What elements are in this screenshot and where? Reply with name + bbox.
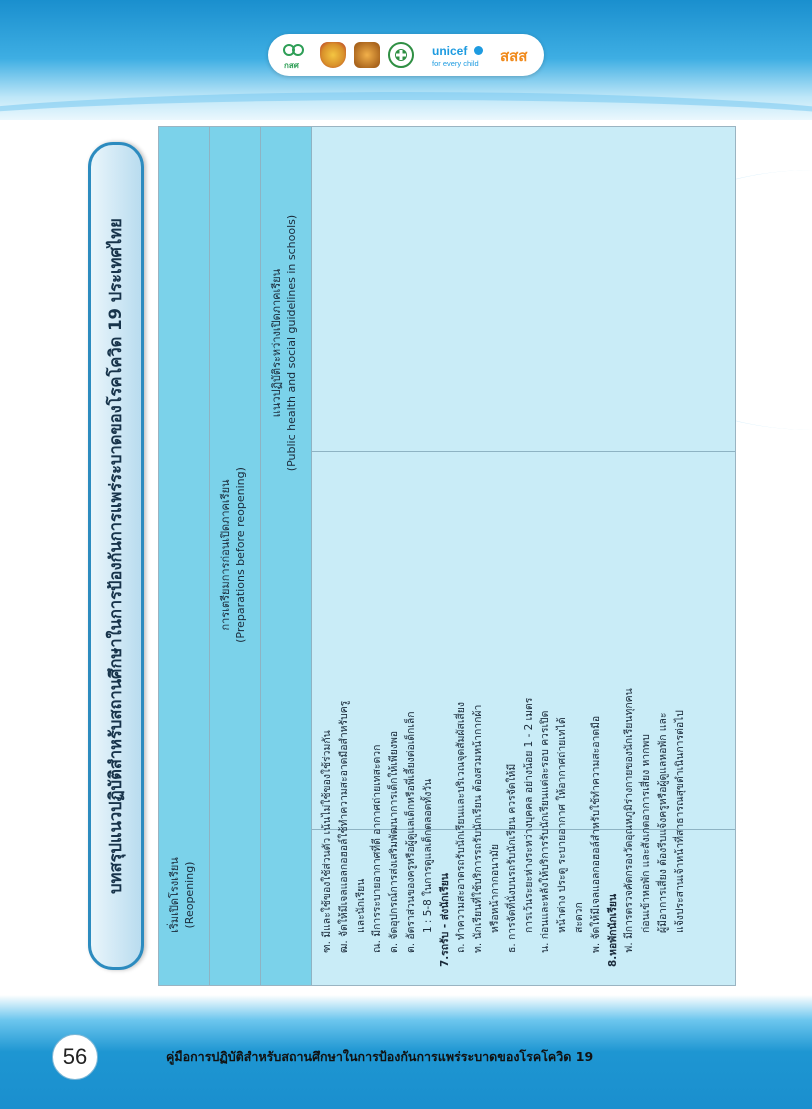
guideline-line: ท. นักเรียนที่ใช้บริการรถรับนักเรียน ต้องสวมหน้ากากผ้า [472,704,485,953]
thaihealth-logo [500,44,527,68]
footer-title: คู่มือการปฏิบัติสำหรับสถานศึกษาในการป้องกันการแพร่ระบาดของโรคโควิด 19 [166,1049,594,1064]
guideline-line: ด. จัดอุปกรณ์การส่งเสริมพัฒนาการเด็กให้เพียงพอ [388,730,401,953]
guideline-line: 1 : 5-8 ในการดูแลเด็กตลอดทั้งวัน [421,778,434,933]
guideline-line: ธ. การจัดที่นั่งบนรถรับนักเรียน ควรจัดให้มี [505,763,518,953]
title-banner-wrapper [88,142,144,970]
crest-logo [320,42,346,68]
guideline-line: พ. จัดให้มีเจลแอลกอฮอล์สำหรับใช้ทำความสะอาดมือ [589,715,602,953]
logo-bar [268,34,544,76]
guideline-line: ฟ. มีการตรวจคัดกรองวัดอุณหภูมิร่างกายของนักเรียนทุกคน [623,688,636,953]
guideline-line: สะดวก [572,902,585,933]
guideline-line: ณ. มีการระบายอากาศที่ดี อากาศถ่ายเทสะดวก [371,744,384,953]
section-heading: 8.หอพักนักเรียน [606,893,619,967]
guideline-line: ผู้มีอาการเสี่ยง ต้องรีบแจ้งครูหรือผู้ดูแลหอพัก และ [656,712,669,933]
unicef-logo-text: unicef [432,44,468,58]
column-header-th: เริ่มเปิดโรงเรียน [168,857,181,933]
tsh-logo [280,42,310,68]
section-heading: 7.รถรับ - ส่งนักเรียน [438,873,451,967]
guideline-line: และนักเรียน [354,878,367,933]
column-header-guidelines-label [269,127,299,985]
guideline-table [158,126,736,986]
guideline-line: แจ้งประสานเจ้าหน้าที่สาธารณสุขดำเนินการต่อไป [673,710,686,933]
guideline-line: ก่อนเข้าหอพัก และสังเกตอาการเสี่ยง หากพบ [640,734,653,933]
tsh-logo-text: กสศ [284,61,299,70]
page-number: 56 [52,1034,98,1080]
guideline-line: การเว้นระยะห่างระหว่างบุคคล อย่างน้อย 1 - 2 เมตร [522,697,535,933]
guideline-line: ฒ. จัดให้มีเจลแอลกอฮอล์ใช้ทำความสะอาดมือสำหรับครู [337,700,350,953]
banner-title: บทสรุปแนวปฏิบัติสำหรับสถานศึกษาในการป้องกันการแพร่ระบาดของโรคโควิด 19 ประเทศไทย [106,218,125,894]
guideline-line: ถ. ทำความสะอาดรถรับนักเรียนและบริเวณจุดสัมผัสเสี่ยง [455,702,468,953]
guideline-line: ฑ. มีและใช้ของใช้ส่วนตัว เน้นไม่ใช้ของใช้ร่วมกัน [321,730,333,953]
guideline-content [319,147,689,967]
guideline-line: หน้าต่าง ประตู ระบายอากาศ ให้อากาศถ่ายเทได้ [556,717,569,933]
guideline-line: น. ก่อนและหลังให้บริการรับนักเรียนแต่ละรอบ ควรเปิด [539,710,552,953]
column-header-preparations-label [218,127,248,985]
guideline-line: ต. อัตราส่วนของครูหรือผู้ดูแลเด็กหรือพี่เลี้ยงต่อเด็กเล็ก [404,711,417,953]
column-header-en: (Preparations before reopening) [234,467,247,643]
thaihealth-logo-text: สสส [500,47,528,65]
unicef-logo [432,40,492,70]
health-dept-logo [388,42,414,68]
column-header-th: การเตรียมการก่อนเปิดภาคเรียน [219,479,232,631]
unicef-tagline: for every child [432,59,479,68]
column-header-en: (Public health and social guidelines in schools) [285,214,298,472]
column-header-th: แนวปฏิบัติระหว่างเปิดภาคเรียน [270,268,283,418]
ministry-seal-logo [354,42,380,68]
guideline-line: หรือหน้ากากอนามัย [488,844,501,933]
globe-icon [474,46,483,55]
column-header-en: (Reopening) [183,861,196,929]
title-banner [88,142,144,970]
column-header-reopening-label [167,805,197,985]
